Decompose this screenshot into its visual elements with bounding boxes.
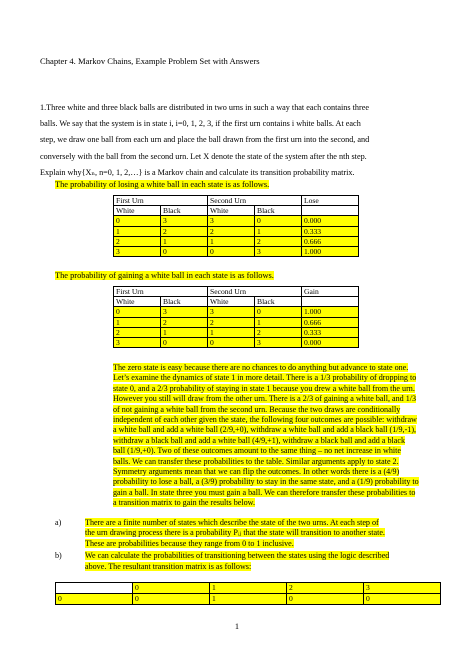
table-subheader: White bbox=[208, 206, 255, 216]
table-cell: 3 bbox=[114, 338, 161, 348]
table-cell: 1 bbox=[114, 317, 161, 327]
table-cell: 0 bbox=[161, 338, 208, 348]
table-cell: 3 bbox=[114, 247, 161, 257]
table-cell: 2 bbox=[208, 226, 255, 236]
gain-caption: The probability of gaining a white ball in each state is as follows. bbox=[55, 271, 274, 280]
matrix-cell: 2 bbox=[287, 583, 364, 594]
list-marker: a) bbox=[55, 518, 62, 527]
table-row bbox=[114, 338, 359, 348]
table-subheader: White bbox=[208, 297, 255, 307]
explanation-line: a transition matrix to gain the results below. bbox=[113, 498, 255, 508]
explanation-block bbox=[113, 363, 436, 509]
table-cell: 0 bbox=[255, 307, 302, 317]
table-cell: 1.000 bbox=[302, 247, 359, 257]
table-cell: 1 bbox=[114, 226, 161, 236]
matrix-cell: 0 bbox=[133, 594, 210, 605]
table-cell: 2 bbox=[255, 236, 302, 246]
table-cell: 0 bbox=[114, 216, 161, 226]
table-row bbox=[114, 317, 359, 327]
table-cell: 2 bbox=[161, 226, 208, 236]
explanation-line: gain a ball. In state three you must gain a ball. We can therefore transfer these probabilities to bbox=[113, 487, 416, 497]
table-cell: 0.666 bbox=[302, 317, 359, 327]
table-cell: 0.333 bbox=[302, 327, 359, 337]
problem-statement bbox=[40, 100, 435, 181]
explanation-line: However you still will draw from the other urn. There is a 2/3 of gaining a white ball, and 1/3 bbox=[113, 394, 417, 404]
explanation-line: Let’s examine the dynamics of state 1 in more detail. There is a 1/3 probability of dropping to bbox=[113, 373, 417, 383]
table-subheader: Black bbox=[161, 206, 208, 216]
table-header: First Urn bbox=[114, 287, 208, 297]
table-cell: 1.000 bbox=[302, 307, 359, 317]
list-item bbox=[55, 518, 445, 549]
table-subheader: Black bbox=[161, 297, 208, 307]
explanation-line: withdraw a black ball and add a white ball (4/9,+1), withdraw a black ball and add a black bbox=[113, 435, 406, 445]
explanation-line: The zero state is easy because there are no chances to do anything but advance to state one. bbox=[113, 363, 409, 372]
problem-line: 1.Three white and three black balls are distributed in two urns in such a way that each contains three bbox=[40, 103, 369, 112]
transition-matrix bbox=[55, 582, 441, 605]
explanation-line: independent of each other given the state, the following four outcomes are possible: withdraw bbox=[113, 415, 417, 425]
answer-list bbox=[55, 518, 445, 574]
problem-line: Explain why{Xₙ, n=0, 1, 2,…} is a Markov chain and calculate its transition probability matrix. bbox=[40, 167, 355, 177]
matrix-cell: 0 bbox=[287, 594, 364, 605]
table-header: Lose bbox=[302, 196, 359, 206]
table-row bbox=[114, 307, 359, 317]
table-header: Second Urn bbox=[208, 196, 302, 206]
matrix-cell: 0 bbox=[364, 594, 441, 605]
matrix-row bbox=[56, 594, 441, 605]
lose-caption: The probability of losing a white ball in each state is as follows. bbox=[55, 180, 270, 189]
table-cell: 1 bbox=[208, 327, 255, 337]
table-subheader: Black bbox=[255, 206, 302, 216]
table-cell: 3 bbox=[208, 307, 255, 317]
matrix-cell: 0 bbox=[133, 583, 210, 594]
table-row bbox=[114, 216, 359, 226]
table-cell: 1 bbox=[255, 317, 302, 327]
table-subheader: White bbox=[114, 297, 161, 307]
table-cell: 0 bbox=[208, 247, 255, 257]
explanation-line: probability to lose a ball, a (3/9) probability to stay in the same state, and a (1/9) probability to bbox=[113, 477, 419, 487]
matrix-cell: 1 bbox=[210, 583, 287, 594]
table-cell: 0 bbox=[114, 307, 161, 317]
problem-line: balls. We say that the system is in state i, i=0, 1, 2, 3, if the first urn contains i white balls. At each bbox=[40, 119, 361, 129]
page-title: Chapter 4. Markov Chains, Example Problem Set with Answers bbox=[40, 56, 260, 66]
list-line: These are probabilities because they range from 0 to 1 inclusive. bbox=[85, 538, 294, 548]
table-cell: 0 bbox=[255, 216, 302, 226]
list-line: There are a finite number of states which describe the state of the two urns. At each step of bbox=[85, 518, 379, 527]
table-subheader: White bbox=[114, 206, 161, 216]
gain-table bbox=[113, 286, 359, 348]
explanation-line: of not gaining a white ball from the second urn. Because the two draws are conditionally bbox=[113, 404, 401, 414]
table-row bbox=[114, 247, 359, 257]
table-cell: 3 bbox=[161, 216, 208, 226]
list-item bbox=[55, 551, 445, 572]
table-cell: 3 bbox=[255, 247, 302, 257]
table-cell: 0 bbox=[208, 338, 255, 348]
table-row bbox=[114, 327, 359, 337]
table-cell: 0.333 bbox=[302, 226, 359, 236]
table-header: Gain bbox=[302, 287, 359, 297]
explanation-line: a white ball and add a white ball (2/9,+0), withdraw a white ball and add a black ball (1/9,-1), bbox=[113, 425, 417, 435]
problem-line: step, we draw one ball from each urn and place the ball drawn from the first urn into the second, and bbox=[40, 135, 370, 145]
table-cell: 1 bbox=[208, 236, 255, 246]
table-cell: 0.666 bbox=[302, 236, 359, 246]
table-cell: 2 bbox=[114, 236, 161, 246]
matrix-header-row bbox=[56, 583, 441, 594]
page-number: 1 bbox=[234, 622, 240, 631]
table-subheader: Black bbox=[255, 297, 302, 307]
matrix-cell: 3 bbox=[364, 583, 441, 594]
table-cell: 2 bbox=[255, 327, 302, 337]
explanation-line: balls. We can transfer these probabilities to the table. Similar arguments apply to state 2. bbox=[113, 456, 399, 466]
table-row bbox=[114, 226, 359, 236]
problem-line: conversely with the ball from the second urn. Let X denote the state of the system after the nth step. bbox=[40, 151, 367, 161]
explanation-line: ball (1/9,+0). Two of these outcomes amount to the same thing – no net increase in white bbox=[113, 446, 401, 456]
table-cell: 3 bbox=[208, 216, 255, 226]
explanation-line: state 0, and a 2/3 probability of staying in state 1 because you drew a white ball from the urn. bbox=[113, 383, 415, 393]
table-cell: 1 bbox=[161, 236, 208, 246]
list-line: the urn drawing process there is a probability Pᵢⱼ that the state will transition to another state. bbox=[85, 528, 385, 538]
matrix-cell: 1 bbox=[210, 594, 287, 605]
list-line: We can calculate the probabilities of transitioning between the states using the logic described bbox=[85, 551, 390, 561]
table-cell: 1 bbox=[161, 327, 208, 337]
matrix-cell: 0 bbox=[56, 594, 133, 605]
table-cell: 2 bbox=[114, 327, 161, 337]
table-row bbox=[114, 236, 359, 246]
lose-table bbox=[113, 195, 359, 257]
explanation-line: Symmetry arguments mean that we can flip the outcomes. In other words there is a (4/9) bbox=[113, 467, 400, 477]
list-line: above. The resultant transition matrix is as follows: bbox=[85, 561, 252, 571]
list-marker: b) bbox=[55, 551, 62, 561]
matrix-cell bbox=[56, 583, 133, 594]
table-header: First Urn bbox=[114, 196, 208, 206]
table-cell: 0 bbox=[161, 247, 208, 257]
table-cell: 0.000 bbox=[302, 338, 359, 348]
table-subheader bbox=[302, 206, 359, 216]
table-cell: 0.000 bbox=[302, 216, 359, 226]
table-cell: 2 bbox=[161, 317, 208, 327]
table-cell: 3 bbox=[161, 307, 208, 317]
table-subheader bbox=[302, 297, 359, 307]
table-cell: 3 bbox=[255, 338, 302, 348]
table-cell: 1 bbox=[255, 226, 302, 236]
table-header: Second Urn bbox=[208, 287, 302, 297]
table-cell: 2 bbox=[208, 317, 255, 327]
